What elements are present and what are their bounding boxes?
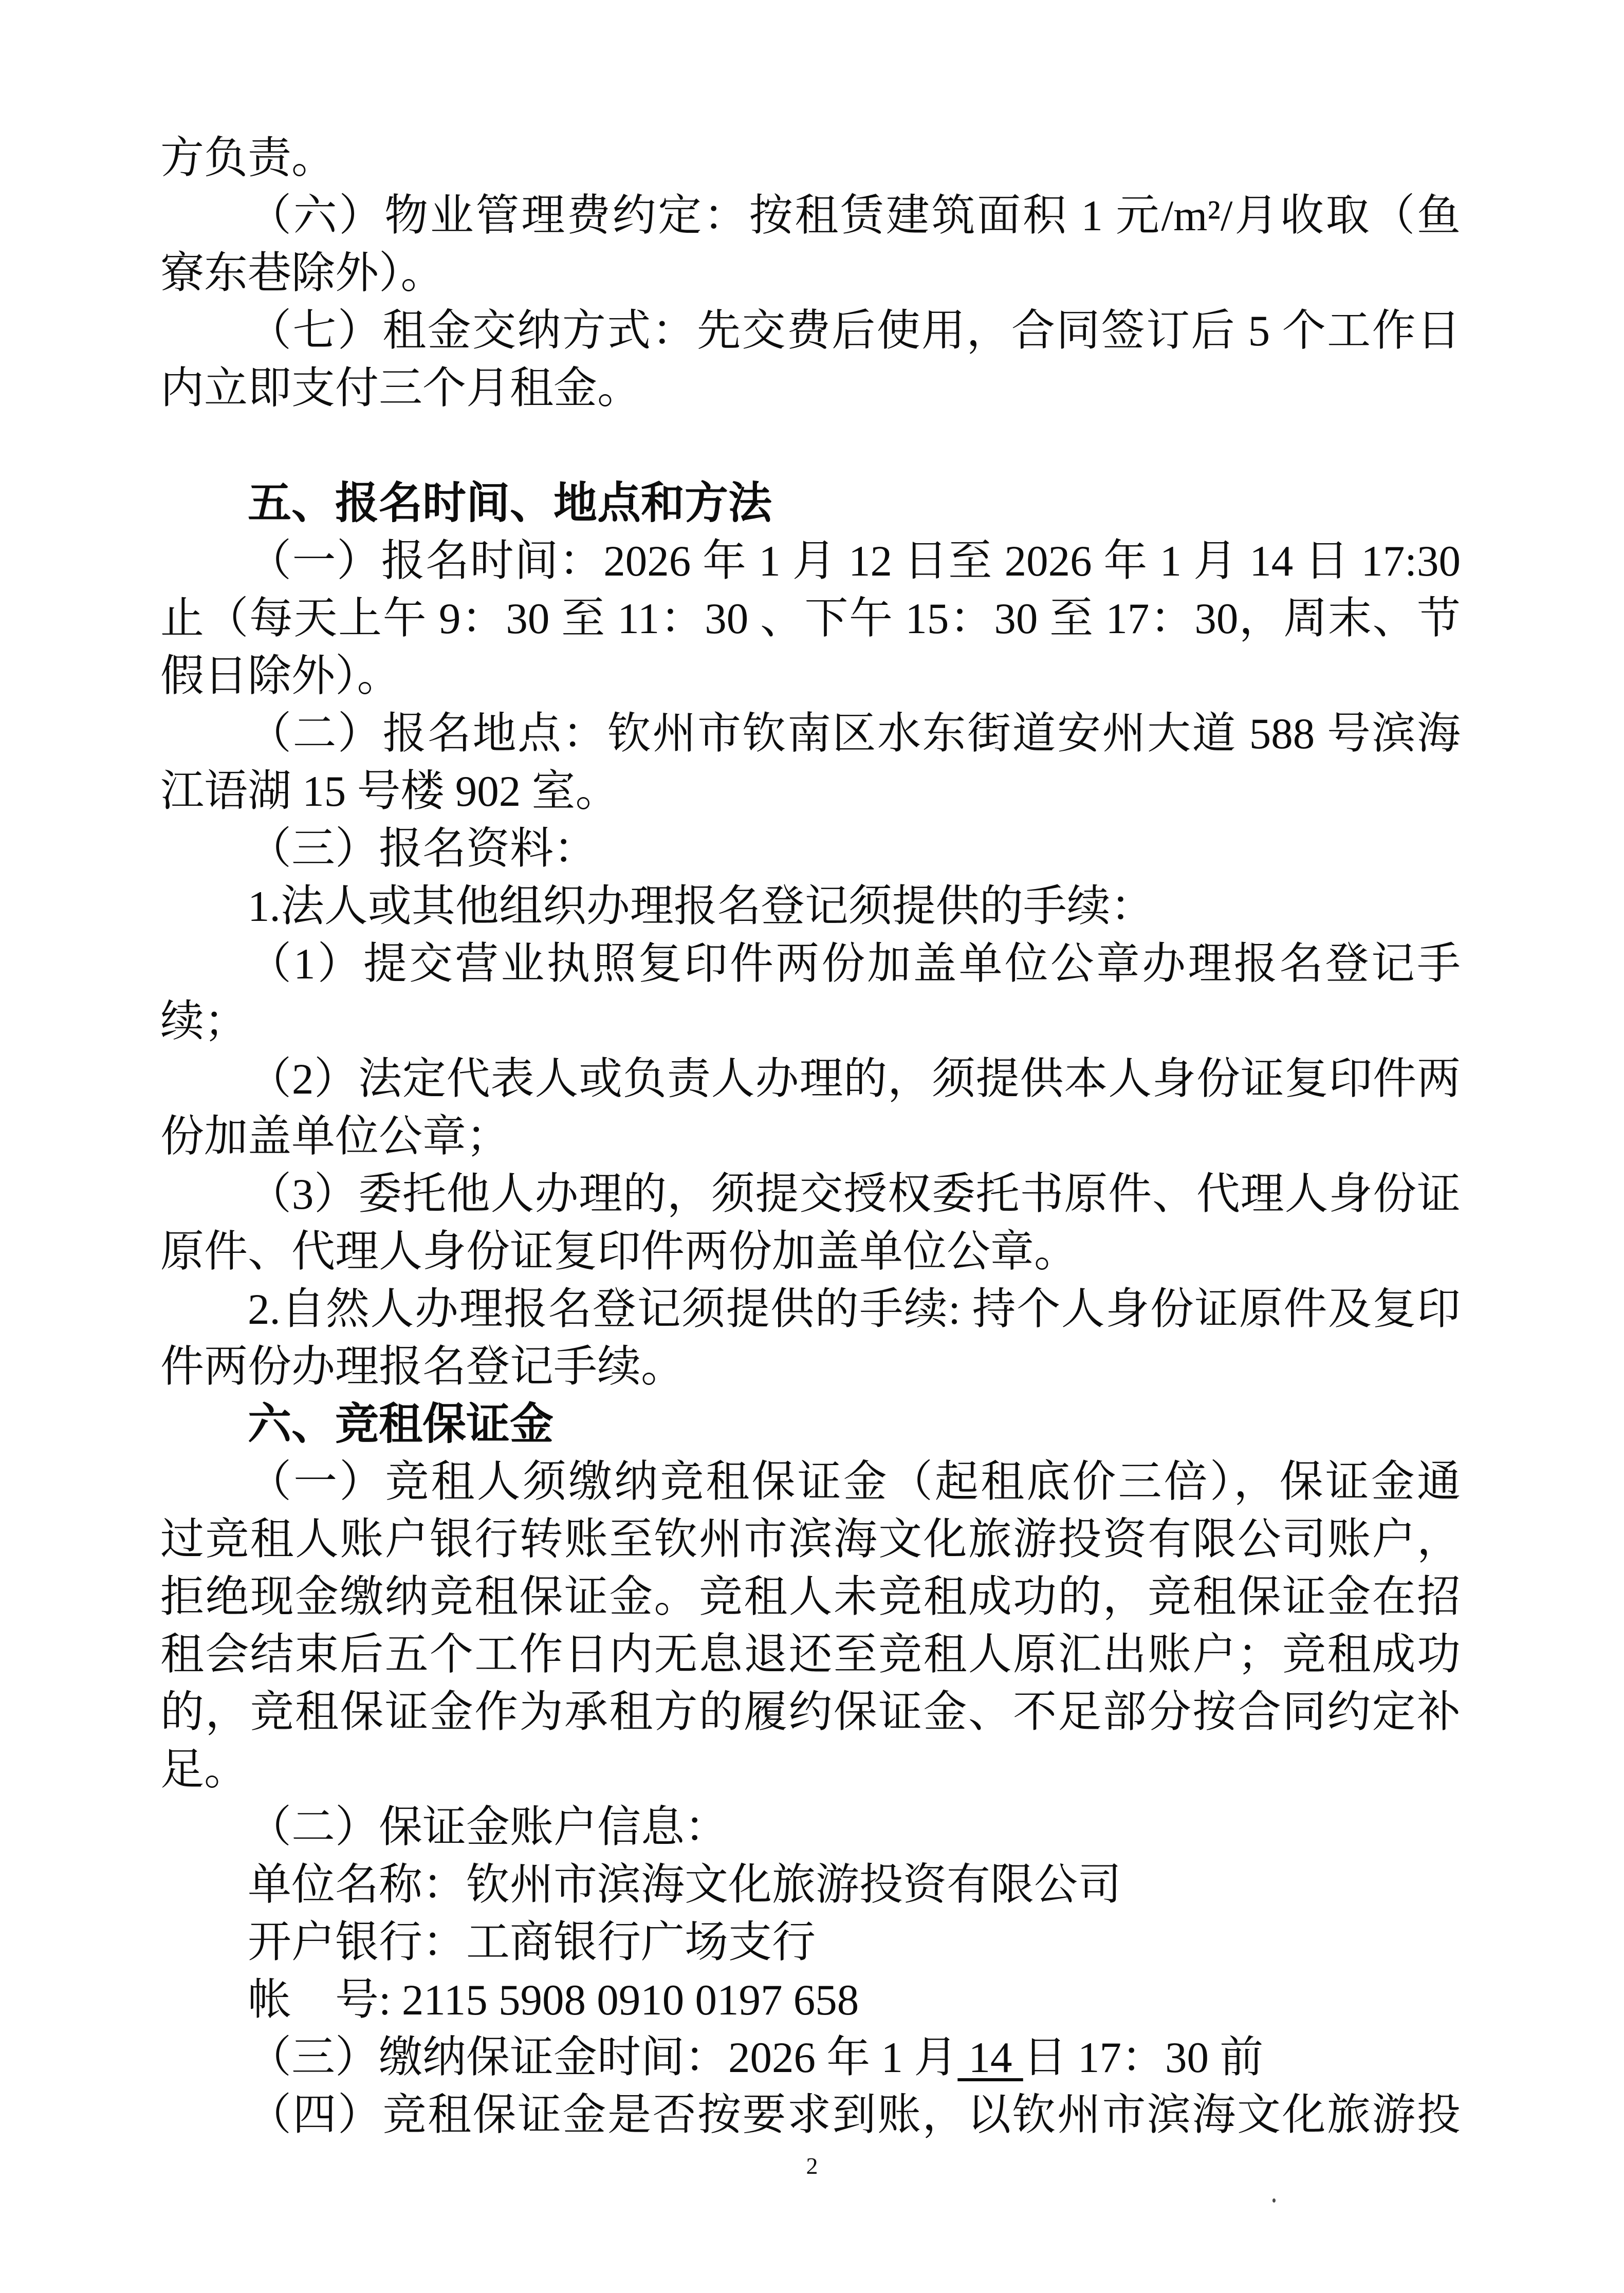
document-line: （2）法定代表人或负责人办理的，须提供本人身份证复印件两 bbox=[248, 1055, 1461, 1103]
document-line: 单位名称：钦州市滨海文化旅游投资有限公司 bbox=[248, 1861, 1122, 1909]
document-line: 帐 号: 2115 5908 0910 0197 658 bbox=[248, 1976, 859, 2024]
section-heading-5: 五、报名时间、地点和方法 bbox=[248, 479, 772, 528]
document-line: （四）竞租保证金是否按要求到账，以钦州市滨海文化旅游投 bbox=[248, 2091, 1461, 2139]
document-line: （七）租金交纳方式：先交费后使用，合同签订后 5 个工作日 bbox=[248, 307, 1461, 355]
document-line: 方负责。 bbox=[160, 134, 336, 182]
document-line: （1）提交营业执照复印件两份加盖单位公章办理报名登记手 bbox=[248, 940, 1461, 988]
document-line: 2.自然人办理报名登记须提供的手续: 持个人身份证原件及复印 bbox=[248, 1285, 1461, 1334]
document-line: 份加盖单位公章； bbox=[160, 1113, 510, 1161]
document-line: 寮东巷除外）。 bbox=[160, 249, 445, 298]
document-line: 止（每天上午 9：30 至 11：30 、下午 15：30 至 17：30，周末、节 bbox=[160, 595, 1461, 643]
page-number: 2 bbox=[806, 2153, 818, 2179]
document-line: 开户银行：工商银行广场支行 bbox=[248, 1918, 816, 1967]
document-line: 江语湖 15 号楼 902 室。 bbox=[160, 767, 619, 816]
document-line: 足。 bbox=[160, 1746, 248, 1794]
document-line: （三）报名资料： bbox=[248, 825, 598, 873]
document-line: （3）委托他人办理的，须提交授权委托书原件、代理人身份证 bbox=[248, 1170, 1461, 1218]
document-line: （一）报名时间：2026 年 1 月 12 日至 2026 年 1 月 14 日 17:30 bbox=[248, 537, 1461, 585]
section-heading-6: 六、竞租保证金 bbox=[248, 1400, 554, 1449]
deposit-deadline-underlined-date: 14 bbox=[957, 2033, 1023, 2082]
blank-line bbox=[160, 417, 1461, 475]
document-line: 内立即支付三个月租金。 bbox=[160, 364, 641, 413]
document-line: 拒绝现金缴纳竞租保证金。竞租人未竞租成功的，竞租保证金在招 bbox=[160, 1573, 1461, 1621]
document-body bbox=[160, 130, 1461, 2144]
document-line: （一）竞租人须缴纳竞租保证金（起租底价三倍），保证金通 bbox=[248, 1458, 1461, 1506]
document-line: 件两份办理报名登记手续。 bbox=[160, 1343, 685, 1391]
deposit-deadline-prefix: （三）缴纳保证金时间：2026 年 1 月 bbox=[248, 2033, 958, 2082]
document-line: 假日除外）。 bbox=[160, 652, 401, 700]
document-line: 原件、代理人身份证复印件两份加盖单位公章。 bbox=[160, 1228, 1078, 1276]
document-line: （二）报名地点：钦州市钦南区水东街道安州大道 588 号滨海 bbox=[248, 710, 1461, 758]
deposit-deadline-suffix: 日 17：30 前 bbox=[1023, 2033, 1264, 2082]
document-line: 的，竞租保证金作为承租方的履约保证金、不足部分按合同约定补 bbox=[160, 1688, 1461, 1736]
document-line: （六）物业管理费约定：按租赁建筑面积 1 元/m²/月收取（鱼 bbox=[248, 192, 1461, 240]
document-line: 1.法人或其他组织办理报名登记须提供的手续： bbox=[248, 882, 1154, 931]
document-line: 过竞租人账户银行转账至钦州市滨海文化旅游投资有限公司账户， bbox=[160, 1515, 1461, 1564]
scan-artifact-dot bbox=[1272, 2198, 1276, 2203]
document-line: （二）保证金账户信息： bbox=[248, 1803, 729, 1852]
document-line: 续； bbox=[160, 997, 248, 1046]
document-line-deposit-deadline bbox=[160, 2029, 1461, 2086]
document-line: 租会结束后五个工作日内无息退还至竞租人原汇出账户；竞租成功 bbox=[160, 1631, 1461, 1679]
